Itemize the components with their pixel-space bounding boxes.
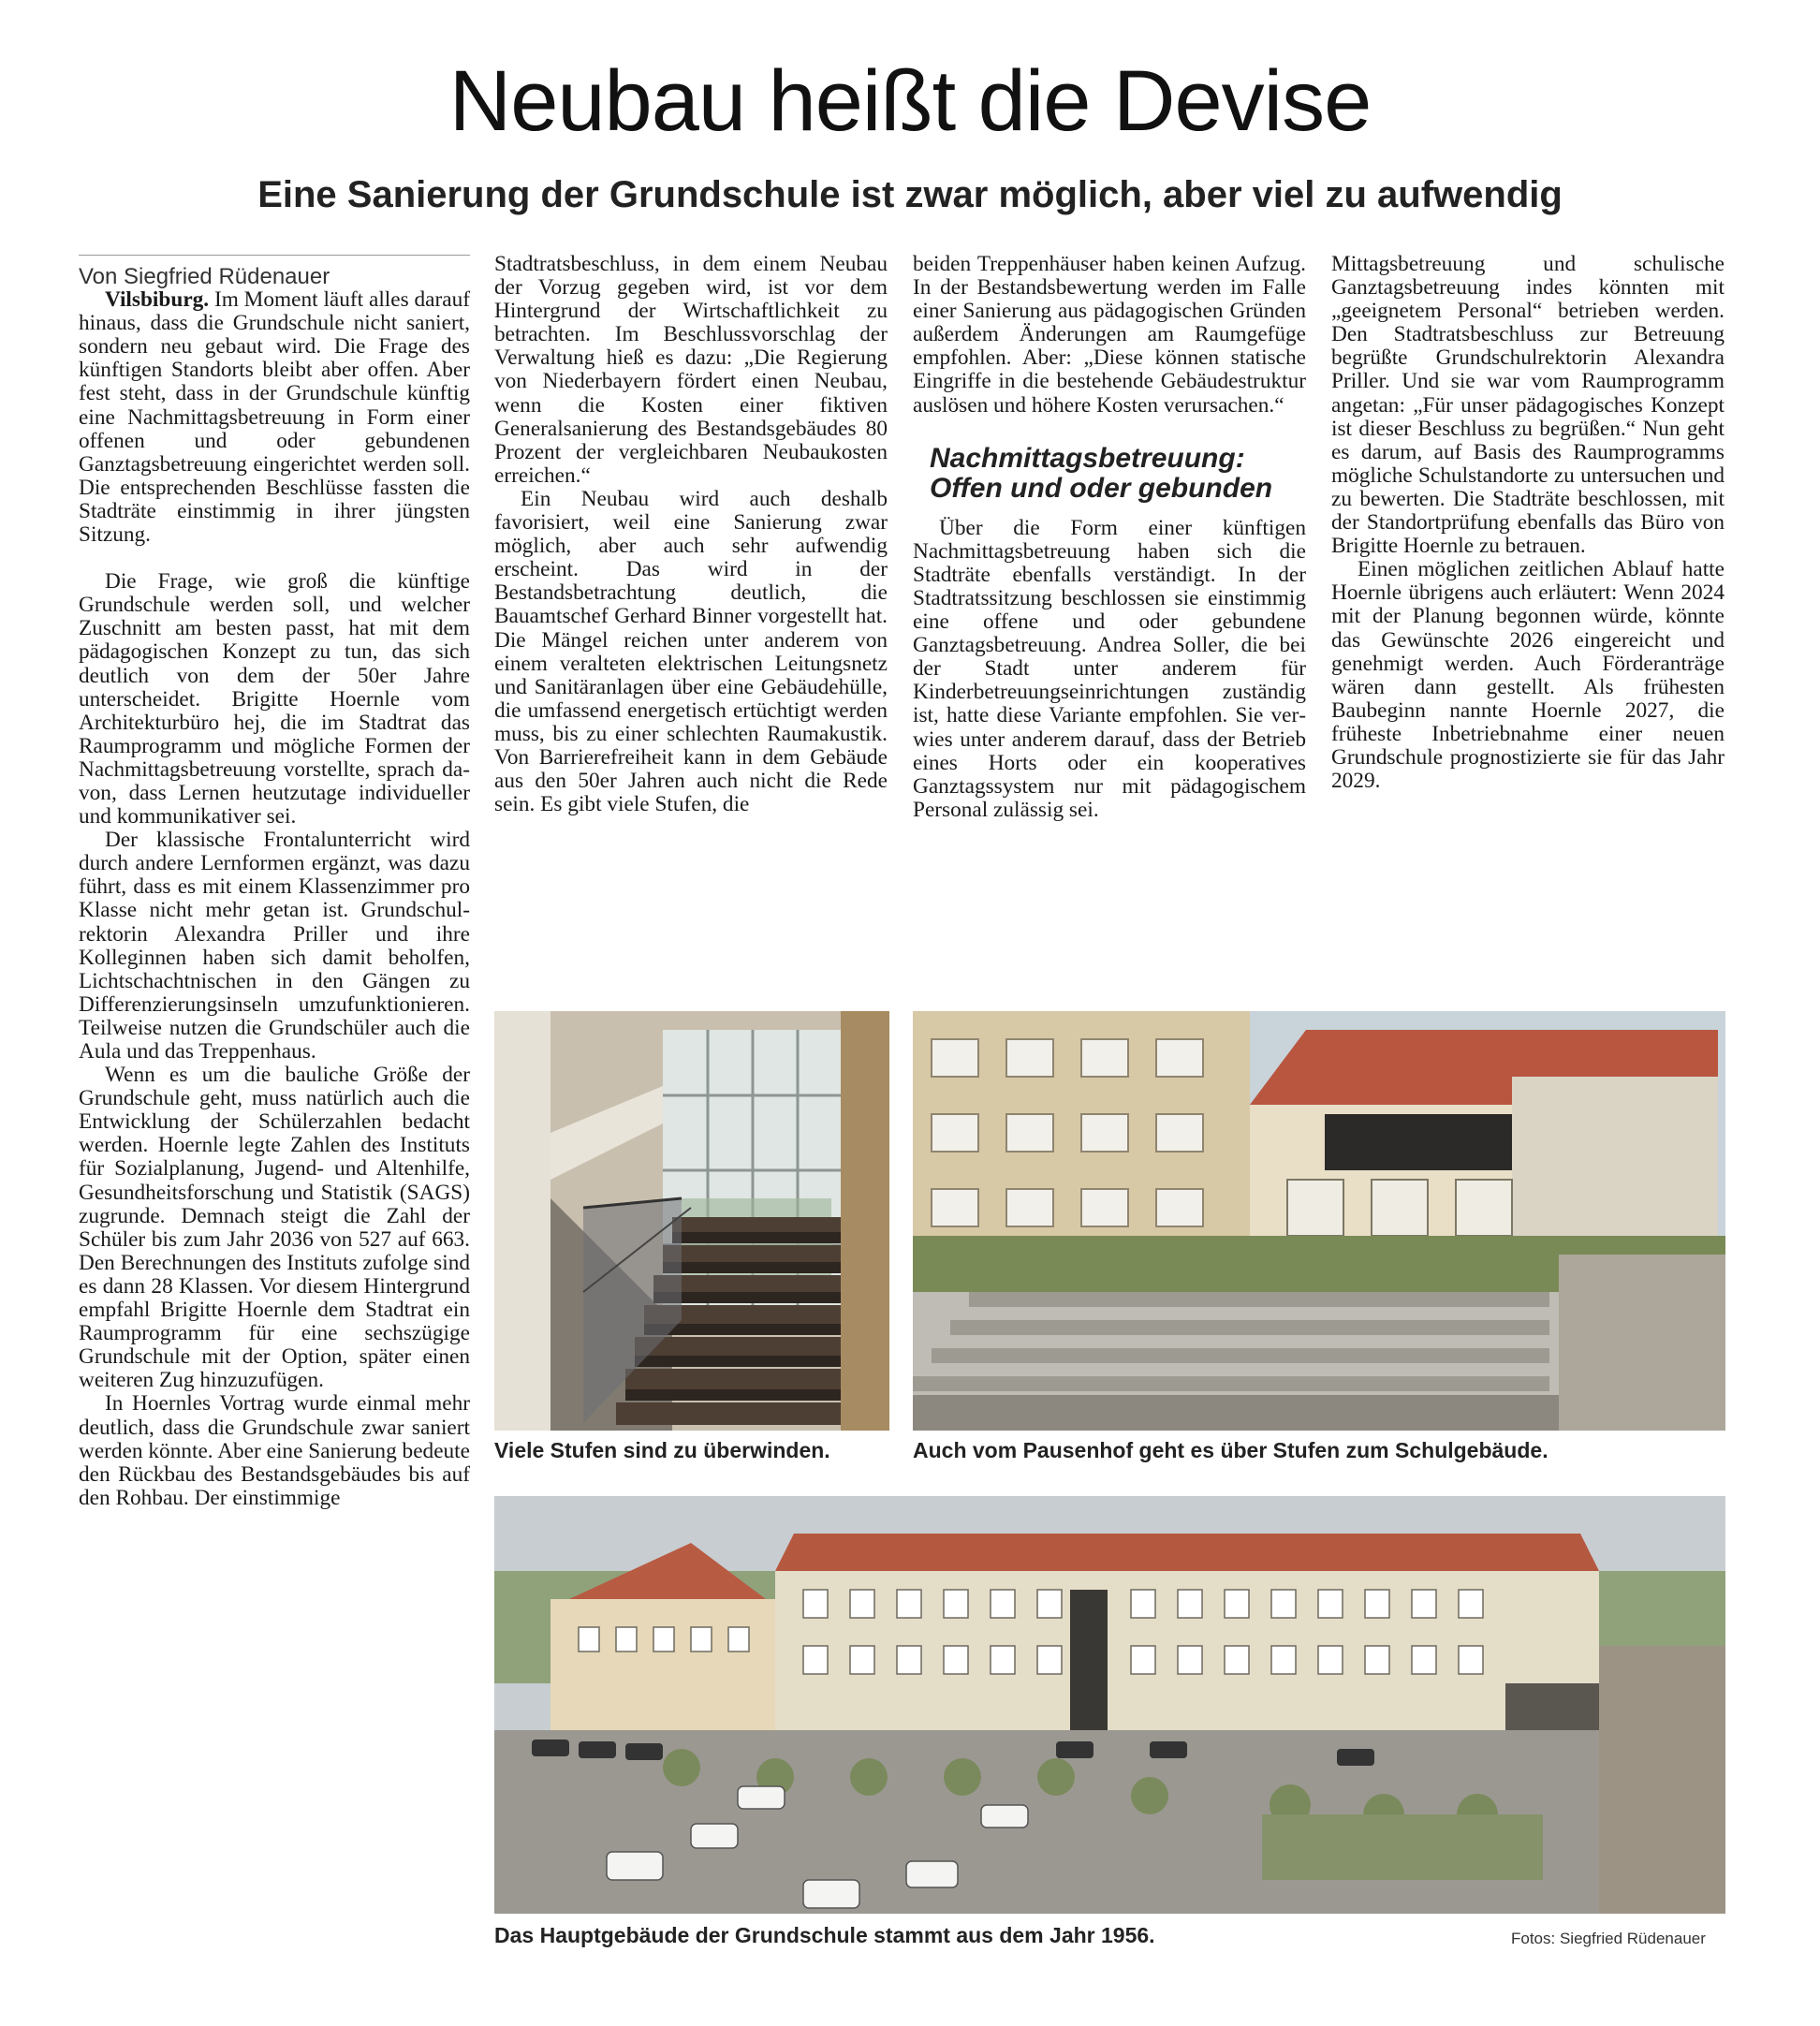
photo-credit: Fotos: Siegfried Rüdenauer <box>1511 1930 1706 1947</box>
paragraph: Stadtratsbeschluss, in dem einem Neubau der Vorzug gegeben wird, ist vor dem Hintergrund der Wirtschaftlichkeit zu betrachten. Im Beschlussvorschlag der Verwaltung hieß es dazu: „Die Regierung von Niederbayern fördert einen Neubau, wenn die Kosten einer fiktiven Generalsanierung des Bestandsgebäudes 80 Prozent der vergleichbaren Neubaukosten erreichen.“ <box>494 252 888 488</box>
paragraph: beiden Treppenhäuser haben keinen Aufzug. In der Bestandsbewertung werden im Falle einer Sanierung aus pädagogischen Gründen außerdem Änderungen am Raumgefüge empfohlen. Aber: „Diese können statische Eingriffe in die bestehende Gebäudestruktur auslösen und höhere Kosten verursachen.“ <box>913 252 1306 418</box>
stairwell-illustration <box>494 1011 889 1431</box>
subtitle-line: Nachmittagsbetreuung: <box>930 442 1245 474</box>
byline-rule <box>79 255 470 256</box>
paragraph: Ein Neubau wird auch deshalb favorisiert, weil eine Sanierung zwar möglich, aber auch sehr aufwendig erscheint. Das wird in der Bestandsbetrachtung deutlich, die Bauamtschef Gerhard Binner vorgestellt hat. Die Mängel reichen unter anderem von einem veralteten elektrischen Leitungsnetz und Sanitäranlagen über eine Gebäudehülle, die umfassend energetisch ertüchtigt werden muss, bis zu einer schlechten Raumakustik. Von Barrierefreiheit kann in dem Gebäude aus den 50er Jahren auch nicht die Rede sein. Es gibt viele Stufen, die <box>494 486 888 817</box>
subheadline: Eine Sanierung der Grundschule ist zwar möglich, aber viel zu aufwendig <box>257 174 1563 215</box>
paragraph: In Hoernles Vortrag wurde einmal mehr deutlich, dass die Grundschule zwar saniert werden könnte. Aber eine Sanierung bedeute den Rückbau des Bestandsgebäudes bis auf den Rohbau. Der einstimmige <box>79 1391 470 1510</box>
paragraph: Der klassische Frontalunterricht wird durch andere Lernformen ergänzt, was dazu führt, dass es mit einem Klassenzimmer pro Klasse nicht mehr getan ist. Grundschulrektorin Alexandra Priller und ihre Kolleginnen haben sich damit beholfen, Lichtschachtnischen in den Gängen zu Differenzierungsinseln umzufunktionieren. Teilweise nutzen die Grundschüler auch die Aula und das Treppenhaus. <box>79 828 470 1064</box>
caption-courtyard: Auch vom Pausenhof geht es über Stufen zum Schulgebäude. <box>913 1438 1548 1462</box>
paragraph-text: Im Moment läuft alles darauf hinaus, dass die Grundschule nicht saniert, sondern neu gebaut wird. Die Frage des künftigen Standorts bleibt aber offen. Aber fest steht, dass in der Grundschule künftig eine Nachmittagsbetreuung in Form einer offenen und oder gebundenen Ganztagsbetreuung eingerichtet werden soll. Die entsprechenden Beschlüsse fassten die Stadträte einstimmig in ihrer jüngsten Sitzung. <box>79 287 470 548</box>
paragraph: Mittagsbetreuung und schulische Ganztagsbetreuung indes könnten mit „geeignetem Personal“ betrieben werden. Den Stadtratsbeschluss zur Betreuung begrüßte Grundschulrektorin Alexandra Priller. Und sie war vom Raumprogramm angetan: „Für unser pädagogisches Konzept ist dieser Beschluss zu begrüßen.“ Nun geht es darum, auf Basis des Raumprogramms mögliche Schulstandorte zu untersuchen und zu bewerten. Die Stadträte beschlossen, mit der Standortprüfung ebenfalls das Büro von Brigitte Hoernle zu betrauen. <box>1331 252 1725 559</box>
paragraph <box>79 288 470 547</box>
courtyard-illustration <box>913 1011 1725 1431</box>
section-subtitle <box>930 444 1306 504</box>
paragraph: Einen möglichen zeitlichen Ablauf hatte Hoernle übrigens auch erläutert: Wenn 2024 mit der Planung begonnen würde, könnte das Gewünschte 2026 eingereicht und genehmigt werden. Auch Förderanträge wären dann gestellt. Als frühesten Baubeginn nannte Hoernle 2027, die früheste Inbetriebnahme einer neuen Grundschule prognostizierte sie für das Jahr 2029. <box>1331 557 1725 794</box>
article-column-2 <box>494 253 888 816</box>
article-column-4 <box>1331 253 1725 793</box>
caption-main-building: Das Hauptgebäude der Grundschule stammt aus dem Jahr 1956. <box>494 1923 1155 1947</box>
article-column-1 <box>79 255 470 1510</box>
photo-courtyard <box>913 1011 1725 1431</box>
headline: Neubau heißt die Devise <box>448 53 1372 149</box>
caption-stairwell: Viele Stufen sind zu überwinden. <box>494 1438 830 1462</box>
subtitle-line: Offen und oder gebunden <box>930 472 1273 504</box>
paragraph: Wenn es um die bauliche Größe der Grundschule geht, muss natürlich auch die Entwicklung der Schülerzahlen bedacht werden. Hoernle legte Zahlen des Instituts für Sozialplanung, Jugend- und Altenhilfe, Gesundheitsforschung und Statistik (SAGS) zugrunde. Demnach steigt die Zahl der Schüler bis zum Jahr 2036 von 527 auf 663. Den Berechnungen des Instituts zufolge sind es dann 28 Klassen. Vor diesem Hintergrund empfahl Brigitte Hoernle dem Stadtrat ein Raumprogramm für eine sechszügige Grundschule mit der Option, später einen weiteren Zug hinzuzufügen. <box>79 1063 470 1393</box>
photo-main-building <box>494 1496 1725 1914</box>
photo-stairwell <box>494 1011 889 1431</box>
paragraph: Die Frage, wie groß die künftige Grundschule werden soll, und welcher Zuschnitt am besten passt, hat mit dem pädagogischen Konzept zu tun, das sich deutlich von dem der 50er Jahre unterscheidet. Brigitte Hoernle vom Architekturbüro hej, die im Stadtrat das Raumprogramm und mögliche Formen der Nachmittagsbetreuung vorstellte, sprach davon, dass Lernen heutzutage individueller und kommunikativer sei. <box>79 569 470 829</box>
dateline-city: Vilsbiburg. <box>105 287 210 313</box>
byline: Von Siegfried Rüdenauer <box>79 264 330 289</box>
paragraph: Über die Form einer künftigen Nachmittagsbetreuung haben sich die Stadträte ebenfalls verständigt. In der Stadtratssitzung beschlossen sie einstimmig eine offene und oder gebundene Ganztagsbetreuung. Andrea Soller, die bei der Stadt unter anderem für Kinderbetreuungseinrichtungen zuständig ist, hatte diese Variante empfohlen. Sie verwies unter anderem darauf, dass der Betrieb eines Horts oder ein kooperatives Ganztagssystem nur mit pädagogischem Personal zulässig sei. <box>913 515 1306 822</box>
main-building-illustration <box>494 1496 1725 1914</box>
article-column-3 <box>913 253 1306 822</box>
